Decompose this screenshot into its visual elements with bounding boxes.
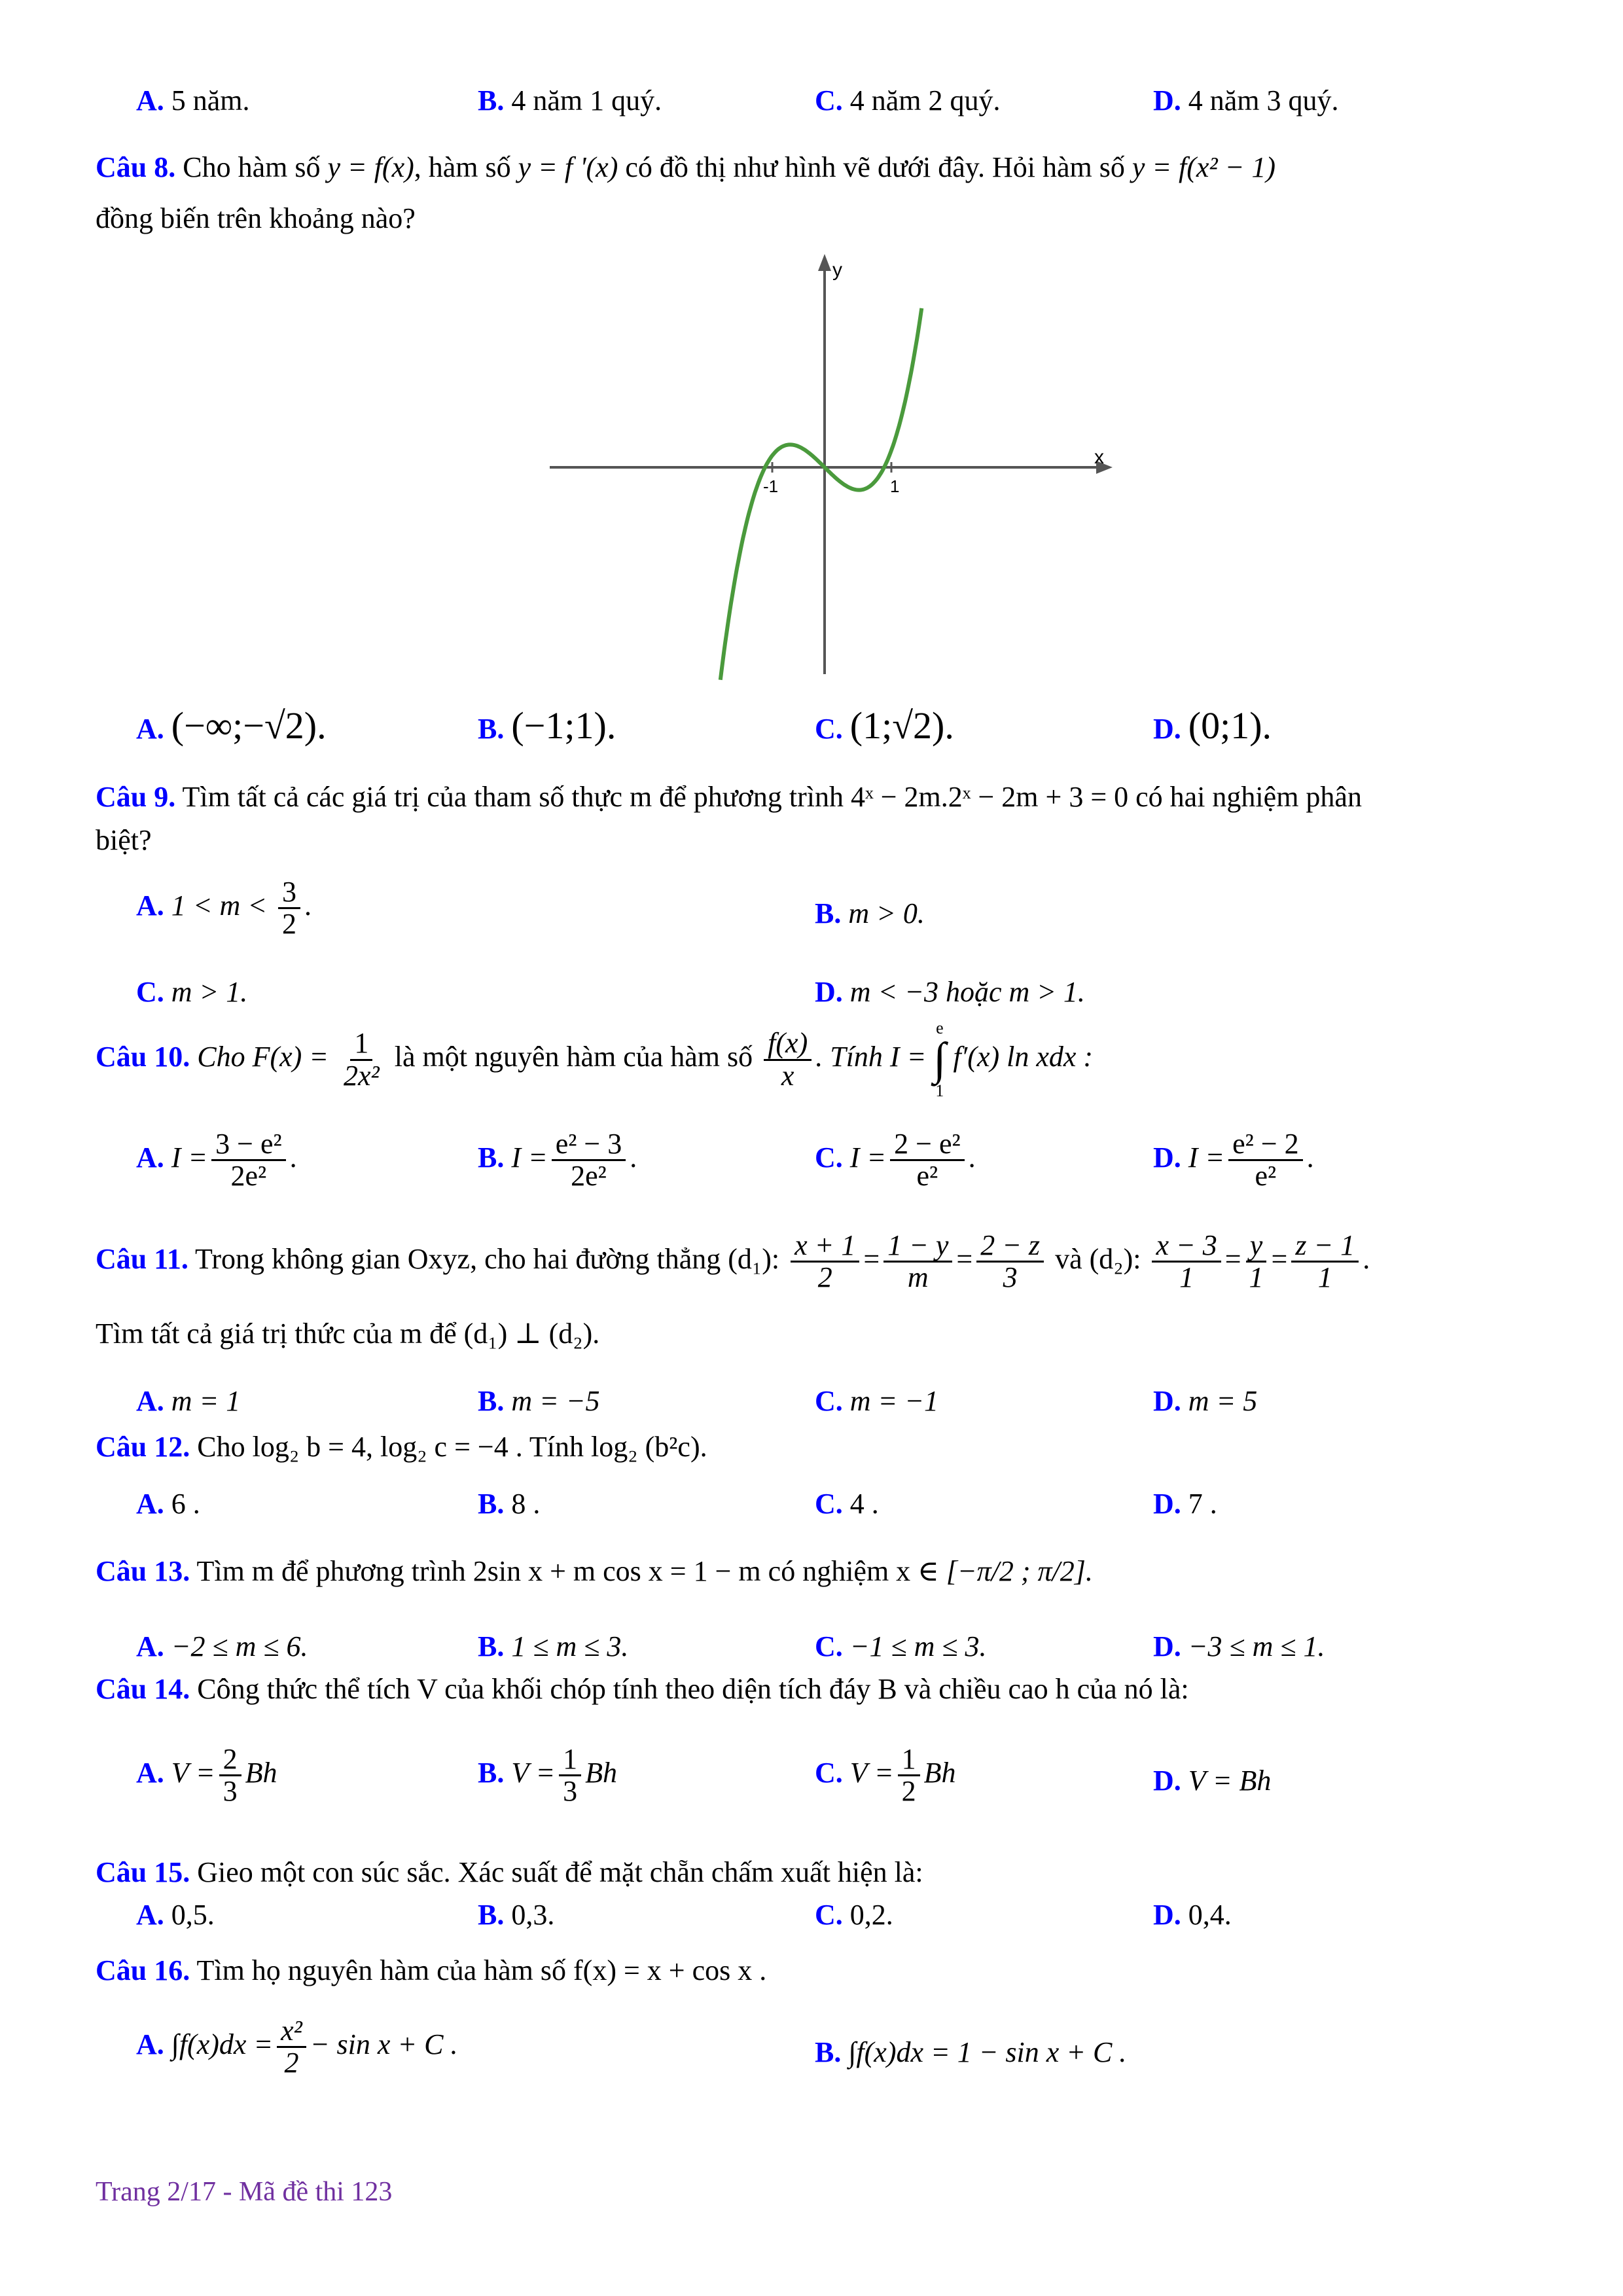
q10-text2: là một nguyên hàm của hàm số — [394, 1041, 753, 1073]
option-label: B. — [478, 1141, 505, 1174]
q10-text1: Cho F(x) = — [197, 1041, 329, 1073]
option-text: m = 1 — [171, 1385, 241, 1417]
fraction — [1291, 1230, 1359, 1293]
denominator: 2x² — [344, 1059, 380, 1092]
q8-option-a[interactable] — [136, 704, 327, 747]
question-label: Câu 9. — [96, 781, 176, 813]
integral — [933, 1020, 946, 1100]
fraction — [211, 1129, 286, 1191]
option-text: (0;1). — [1188, 704, 1272, 747]
option-label: A. — [136, 1141, 164, 1174]
q12-text: Cho log₂ b = 4, log₂ c = −4 . Tính log₂ (b²c). — [197, 1431, 707, 1463]
q10-question — [96, 1020, 1093, 1100]
denominator: 2 — [901, 1775, 916, 1808]
q7-option-a[interactable] — [136, 84, 250, 117]
q11-line2: Tìm tất cả giá trị thức của m để (d₁) ⊥ (d₂). — [96, 1318, 600, 1350]
denominator: 3 — [1003, 1261, 1018, 1294]
x-axis-label: x — [1094, 446, 1104, 468]
option-label: A. — [136, 1630, 164, 1662]
integral-lower: 1 — [935, 1081, 944, 1100]
q16-question — [96, 1954, 766, 1987]
option-pre: I = — [849, 1141, 887, 1174]
option-label: D. — [1153, 1899, 1181, 1931]
denominator: e² — [916, 1160, 938, 1193]
q16-option-a[interactable] — [136, 2016, 457, 2078]
option-pre: ∫f(x)dx = — [171, 2028, 274, 2060]
option-label: A. — [136, 1385, 164, 1417]
option-text: 4 năm 3 quý. — [1188, 84, 1339, 117]
option-label: C. — [815, 1385, 843, 1417]
numerator: 3 — [278, 877, 300, 909]
q8-text3: có đồ thị như hình vẽ dưới đây. Hỏi hàm số — [625, 151, 1125, 183]
q11-text1: Trong không gian Oxyz, cho hai đường thẳng (d₁): — [195, 1242, 780, 1275]
q13-question — [96, 1554, 1093, 1588]
q13-option-b[interactable] — [478, 1630, 628, 1663]
option-text: 4 năm 2 quý. — [849, 84, 1001, 117]
denominator: 2 — [281, 908, 296, 941]
option-label: C. — [136, 976, 164, 1008]
denominator: 2e² — [230, 1160, 267, 1193]
option-label: A. — [136, 889, 164, 922]
numerator: e² − 3 — [552, 1129, 626, 1161]
q8-text2: , hàm số — [414, 151, 511, 183]
fraction — [278, 877, 300, 939]
q9-option-c[interactable] — [136, 975, 247, 1009]
fraction — [1245, 1230, 1268, 1293]
fraction — [791, 1230, 859, 1293]
q8-option-b[interactable] — [478, 704, 616, 747]
option-label: D. — [1153, 1488, 1181, 1520]
q16-option-b[interactable] — [815, 2036, 1126, 2069]
integral-upper: e — [936, 1018, 944, 1037]
numerator: 1 — [559, 1744, 581, 1776]
numerator: f(x) — [764, 1028, 812, 1060]
option-label: B. — [478, 1385, 505, 1417]
fraction — [340, 1028, 383, 1090]
option-pre: V = — [511, 1756, 556, 1789]
denominator: 3 — [223, 1775, 238, 1808]
question-label: Câu 12. — [96, 1431, 190, 1463]
option-label: D. — [1153, 713, 1181, 745]
q9-question — [96, 780, 1362, 814]
option-text: 4 . — [849, 1488, 879, 1520]
option-label: B. — [478, 1488, 505, 1520]
numerator: 1 — [898, 1744, 920, 1776]
option-text: V = Bh — [1188, 1765, 1272, 1797]
option-post: − sin x + C . — [310, 2028, 458, 2060]
q13-text: Tìm m để phương trình 2sin x + m cos x = 1 − m có nghiệm x ∈ — [196, 1555, 939, 1587]
option-label: D. — [1153, 1385, 1181, 1417]
option-text: 7 . — [1188, 1488, 1217, 1520]
numerator: 1 − y — [883, 1230, 952, 1263]
question-label: Câu 14. — [96, 1673, 190, 1705]
option-label: C. — [815, 1756, 843, 1789]
q12-option-d[interactable] — [1153, 1487, 1217, 1520]
q13-option-d[interactable] — [1153, 1630, 1325, 1663]
q15-text: Gieo một con súc sắc. Xác suất để mặt chẵn chấm xuất hiện là: — [197, 1856, 923, 1888]
numerator: 3 − e² — [211, 1129, 286, 1161]
q8-option-d[interactable] — [1153, 704, 1272, 747]
fraction — [277, 2016, 306, 2078]
q8-line2: đồng biến trên khoảng nào? — [96, 202, 416, 234]
option-label: B. — [478, 1756, 505, 1789]
option-label: C. — [815, 84, 843, 117]
option-text: (−1;1). — [511, 704, 616, 747]
fraction — [552, 1129, 626, 1191]
q14-question — [96, 1672, 1189, 1706]
option-label: A. — [136, 1488, 164, 1520]
numerator: 2 — [219, 1744, 241, 1776]
q8-option-c[interactable] — [815, 704, 954, 747]
q8-text1: Cho hàm số — [183, 151, 321, 183]
option-label: B. — [478, 1899, 505, 1931]
q10-text4: f′(x) ln xdx : — [953, 1041, 1094, 1073]
option-text: −1 ≤ m ≤ 3. — [849, 1630, 987, 1662]
denominator: 1 — [1179, 1261, 1194, 1294]
option-text: −3 ≤ m ≤ 1. — [1188, 1630, 1325, 1662]
option-text: 0,5. — [171, 1899, 215, 1931]
option-label: C. — [815, 1488, 843, 1520]
option-text: m = −1 — [849, 1385, 938, 1417]
q11-option-b[interactable] — [478, 1384, 600, 1418]
q11-question: Câu 11. Trong không gian Oxyz, cho hai đường thẳng (d₁): $\frac{x + 1}{2}$ = $\frac{1 - y}{m}$ = $\frac{2 - z}{3}$ và (d₂): $\frac{x - 3}{1}$ = $\frac{y}{1}$ = $\frac{z - 1}{1}$ . — [96, 1229, 1370, 1294]
y-axis-label: y — [832, 259, 842, 281]
option-text: 0,2. — [849, 1899, 893, 1931]
q14-option-c[interactable] — [815, 1744, 955, 1806]
q9-text: Tìm tất cả các giá trị của tham số thực m để phương trình 4ˣ − 2m.2ˣ − 2m + 3 = 0 có hai nghiệm phân — [182, 781, 1362, 813]
fraction — [764, 1028, 812, 1090]
option-label: D. — [815, 976, 843, 1008]
denominator: x — [781, 1059, 794, 1092]
option-label: D. — [1153, 1630, 1181, 1662]
q9-option-b[interactable] — [815, 897, 925, 930]
denominator: 2 — [817, 1261, 832, 1294]
numerator: x − 3 — [1152, 1230, 1221, 1263]
option-label: B. — [815, 897, 842, 929]
question-label: Câu 13. — [96, 1555, 190, 1587]
q8-formula-f: y = f(x) — [327, 151, 414, 183]
integral-sign: ∫ — [933, 1034, 946, 1085]
option-label: A. — [136, 84, 164, 117]
q10-option-d[interactable]: D. I = $\frac{\text{e² − 2}}{\text{e²}}$ . — [1153, 1128, 1314, 1193]
option-text: ∫f(x)dx = 1 − sin x + C . — [848, 2036, 1127, 2068]
option-post: . — [304, 889, 312, 922]
option-text: m > 0. — [848, 897, 925, 929]
question-label: Câu 11. — [96, 1242, 188, 1275]
q10-option-a[interactable]: A. I = $\frac{\text{3 − e²}}{\text{2e²}}$ . — [136, 1128, 297, 1193]
question-label: Câu 8. — [96, 151, 176, 183]
numerator: e² − 2 — [1228, 1129, 1303, 1161]
q14-option-d[interactable] — [1153, 1764, 1271, 1797]
q14-option-b[interactable] — [478, 1744, 617, 1806]
q15-option-b[interactable] — [478, 1898, 554, 1931]
denominator: 2 — [284, 2047, 299, 2079]
numerator: 2 − e² — [890, 1129, 965, 1161]
q9-option-d[interactable] — [815, 975, 1085, 1009]
fraction — [1152, 1230, 1221, 1293]
q10-option-b[interactable]: B. I = $\frac{\text{e² − 3}}{\text{2e²}}$ . — [478, 1128, 637, 1193]
q7-option-b[interactable] — [478, 84, 662, 117]
q11-option-d[interactable] — [1153, 1384, 1257, 1418]
q15-option-a[interactable] — [136, 1898, 215, 1931]
question-label: Câu 10. — [96, 1041, 190, 1073]
denominator: e² — [1255, 1160, 1277, 1193]
option-label: D. — [1153, 1765, 1181, 1797]
q9-line2: biệt? — [96, 824, 152, 856]
q12-option-a[interactable] — [136, 1487, 200, 1520]
option-pre: I = — [511, 1141, 548, 1174]
q9-option-a[interactable] — [136, 877, 312, 939]
q15-question — [96, 1856, 923, 1889]
q14-text: Công thức thể tích V của khối chóp tính theo diện tích đáy B và chiều cao h của nó là: — [197, 1673, 1189, 1705]
q12-question — [96, 1430, 707, 1463]
numerator: x + 1 — [791, 1230, 859, 1263]
option-label: B. — [478, 1630, 505, 1662]
q8-question — [96, 151, 1275, 184]
numerator: z − 1 — [1291, 1230, 1359, 1263]
option-label: D. — [1153, 84, 1181, 117]
option-label: C. — [815, 1899, 843, 1931]
question-label: Câu 15. — [96, 1856, 190, 1888]
denominator: m — [907, 1261, 929, 1294]
fraction — [890, 1129, 965, 1191]
option-label: A. — [136, 1899, 164, 1931]
option-text: −2 ≤ m ≤ 6. — [171, 1630, 308, 1662]
option-pre: V = — [171, 1756, 215, 1789]
option-pre: 1 < m < — [171, 889, 267, 922]
option-text: 0,3. — [511, 1899, 555, 1931]
option-post: Bh — [245, 1756, 277, 1789]
fraction — [883, 1230, 952, 1293]
fraction — [559, 1744, 581, 1806]
option-text: m = −5 — [511, 1385, 600, 1417]
q8-graph — [543, 249, 1132, 681]
denominator: 2e² — [571, 1160, 607, 1193]
option-text: 1 ≤ m ≤ 3. — [511, 1630, 629, 1662]
question-label: Câu 16. — [96, 1954, 190, 1986]
option-label: D. — [1153, 1141, 1181, 1174]
q11-text2: và (d₂): — [1055, 1242, 1141, 1275]
denominator: 1 — [1249, 1261, 1264, 1294]
q13-option-a[interactable] — [136, 1630, 308, 1663]
option-text: m < −3 hoặc m > 1. — [849, 976, 1085, 1008]
option-label: A. — [136, 713, 164, 745]
q7-option-c[interactable] — [815, 84, 1001, 117]
option-label: A. — [136, 1756, 164, 1789]
q11-option-c[interactable] — [815, 1384, 938, 1418]
q15-option-d[interactable] — [1153, 1898, 1232, 1931]
q13-interval: [−π/2 ; π/2]. — [946, 1555, 1093, 1587]
q10-option-c[interactable]: C. I = $\frac{\text{2 − e²}}{\text{e²}}$ . — [815, 1128, 976, 1193]
fraction — [898, 1744, 920, 1806]
option-text: m = 5 — [1188, 1385, 1258, 1417]
option-label: B. — [478, 713, 505, 745]
fraction — [1228, 1129, 1303, 1191]
option-text: 8 . — [511, 1488, 541, 1520]
option-text: m > 1. — [171, 976, 248, 1008]
numerator: 2 − z — [976, 1230, 1044, 1263]
numerator: x² — [277, 2016, 306, 2048]
option-label: B. — [815, 2036, 842, 2068]
denominator: 1 — [1317, 1261, 1332, 1294]
tick-label-neg: -1 — [763, 476, 779, 496]
q8-formula-composite: y = f(x² − 1) — [1132, 151, 1275, 183]
fraction — [976, 1230, 1044, 1293]
option-pre: I = — [1188, 1141, 1225, 1174]
option-label: C. — [815, 713, 843, 745]
option-text: 6 . — [171, 1488, 200, 1520]
option-label: A. — [136, 2028, 164, 2060]
option-text: 4 năm 1 quý. — [511, 84, 662, 117]
q7-option-d[interactable] — [1153, 84, 1339, 117]
q12-option-b[interactable] — [478, 1487, 540, 1520]
q14-option-a[interactable] — [136, 1744, 277, 1806]
option-text: 5 năm. — [171, 84, 250, 117]
option-text: (1;√2). — [849, 704, 954, 747]
q13-option-c[interactable] — [815, 1630, 987, 1663]
q8-formula-fprime: y = f '(x) — [518, 151, 618, 183]
fraction — [219, 1744, 241, 1806]
option-pre: I = — [171, 1141, 208, 1174]
q15-option-c[interactable] — [815, 1898, 893, 1931]
option-text: 0,4. — [1188, 1899, 1232, 1931]
numerator: 1 — [350, 1028, 372, 1060]
option-text: (−∞;−√2). — [171, 704, 327, 747]
option-post: Bh — [923, 1756, 956, 1789]
tick-label-pos: 1 — [890, 476, 900, 496]
option-label: B. — [478, 84, 505, 117]
numerator: y — [1246, 1230, 1267, 1263]
q11-option-a[interactable] — [136, 1384, 240, 1418]
option-label: C. — [815, 1141, 843, 1174]
option-label: C. — [815, 1630, 843, 1662]
y-axis-arrow — [818, 254, 831, 271]
option-post: Bh — [585, 1756, 618, 1789]
q16-text: Tìm họ nguyên hàm của hàm số f(x) = x + cos x . — [196, 1954, 767, 1986]
option-pre: V = — [849, 1756, 894, 1789]
q10-text3: . Tính I = — [815, 1041, 927, 1073]
q12-option-c[interactable] — [815, 1487, 879, 1520]
denominator: 3 — [563, 1775, 578, 1808]
page-footer: Trang 2/17 - Mã đề thi 123 — [96, 2177, 393, 2207]
